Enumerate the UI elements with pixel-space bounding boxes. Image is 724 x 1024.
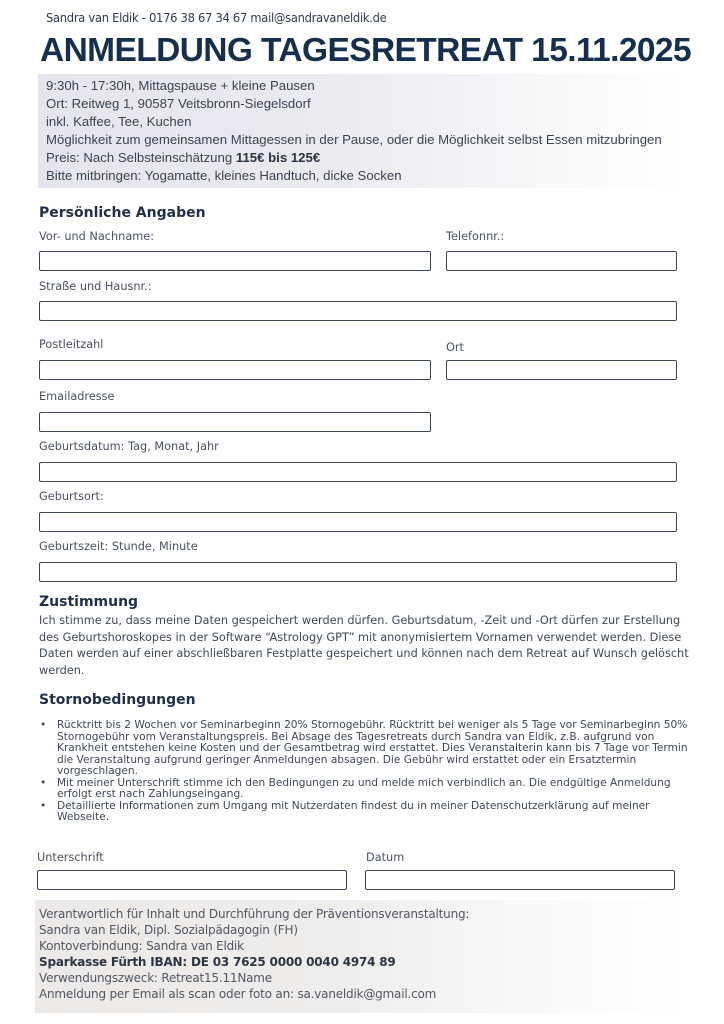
price-value: 115€ bis 125€ bbox=[235, 150, 321, 165]
cancellation-item bbox=[40, 801, 700, 824]
email-field[interactable] bbox=[39, 412, 431, 432]
phone-field[interactable] bbox=[446, 251, 677, 271]
street-label: Straße und Hausnr.: bbox=[39, 280, 152, 293]
footer-account: Kontoverbindung: Sandra van Eldik bbox=[39, 939, 244, 953]
street-field[interactable] bbox=[39, 301, 677, 321]
birthdate-field[interactable] bbox=[39, 462, 677, 482]
footer-submit: Anmeldung per Email als scan oder foto an: sa.vaneldik@gmail.com bbox=[39, 987, 437, 1001]
city-label: Ort bbox=[446, 341, 464, 354]
cancellation-item bbox=[40, 720, 700, 778]
page-title: ANMELDUNG TAGESRETREAT 15.11.2025 bbox=[40, 32, 691, 69]
cancellation-item-text: Mit meiner Unterschrift stimme ich den Bedingungen zu und melde mich verbindlich an. Die endgültige Anmeldung erfolgt erst nach Zahlungseingang. bbox=[57, 776, 671, 800]
info-included: inkl. Kaffee, Tee, Kuchen bbox=[46, 114, 192, 129]
contact-line: Sandra van Eldik - 0176 38 67 34 67 mail@sandravaneldik.de bbox=[46, 10, 387, 25]
footer-reference: Verwendungszweck: Retreat15.11Name bbox=[39, 971, 272, 985]
bullet-icon: • bbox=[40, 719, 47, 731]
phone-label: Telefonnr.: bbox=[446, 230, 505, 243]
cancellation-item bbox=[40, 778, 700, 801]
footer-box bbox=[35, 900, 680, 1013]
zip-label: Postleitzahl bbox=[39, 338, 104, 351]
info-bring: Bitte mitbringen: Yogamatte, kleines Handtuch, dicke Socken bbox=[46, 168, 402, 183]
email-label: Emailadresse bbox=[39, 390, 115, 403]
birthplace-field[interactable] bbox=[39, 512, 677, 532]
info-location: Ort: Reitweg 1, 90587 Veitsbronn-Siegelsdorf bbox=[46, 96, 311, 111]
info-price bbox=[46, 149, 680, 167]
cancellation-heading: Stornobedingungen bbox=[39, 692, 196, 708]
cancellation-list bbox=[40, 720, 700, 824]
birthtime-field[interactable] bbox=[39, 562, 677, 582]
bullet-icon: • bbox=[40, 776, 47, 789]
birthtime-label: Geburtszeit: Stunde, Minute bbox=[39, 540, 198, 553]
price-label: Preis: Nach Selbsteinschätzung bbox=[46, 150, 236, 165]
name-label: Vor- und Nachname: bbox=[39, 230, 155, 243]
zip-field[interactable] bbox=[39, 360, 431, 380]
date-field[interactable] bbox=[365, 870, 675, 890]
birthdate-label: Geburtsdatum: Tag, Monat, Jahr bbox=[39, 440, 219, 453]
bullet-icon: • bbox=[40, 799, 47, 812]
consent-heading: Zustimmung bbox=[39, 594, 139, 610]
personal-heading: Persönliche Angaben bbox=[39, 205, 206, 221]
cancellation-item-text: Detaillierte Informationen zum Umgang mit Nutzerdaten findest du in meiner Datenschutzerklärung auf meiner Webseite. bbox=[57, 799, 650, 823]
footer-bank: Sparkasse Fürth IBAN: DE 03 7625 0000 0040 4974 89 bbox=[39, 955, 396, 969]
event-info-box bbox=[38, 74, 680, 188]
birthplace-label: Geburtsort: bbox=[39, 490, 104, 503]
signature-field[interactable] bbox=[37, 870, 347, 890]
consent-text: Ich stimme zu, dass meine Daten gespeichert werden dürfen. Geburtsdatum, -Zeit und -Ort dürfen zur Erstellung des Geburtshoroskopes in der Software “Astrology GPT” mit anonymisiertem Vornamen verwendet werden. Diese Daten werden auf einer abschließbaren Festplatte gespeichert und können nach dem Retreat auf Wunsch gelöscht werden. bbox=[39, 614, 689, 677]
info-lunch: Möglichkeit zum gemeinsamen Mittagessen in der Pause, oder die Möglichkeit selbst Essen mitzubringen bbox=[46, 132, 662, 147]
cancellation-item-text: Rücktritt bis 2 Wochen vor Seminarbeginn 20% Stornogebühr. Rücktritt bei weniger als 5 Tage vor Seminarbeginn 50% Stornogebühr vom Veranstaltungspreis. Bei Absage des Tagesretreats durch Sandra van Eldik, z.B. aufgrund von Krankheit entstehen keine Kosten und der Gesamtbetrag wird erstattet. Dies Veranstalterin kann bis 7 Tage vor Termin die Veranstaltung aufgrund geringer Anmeldungen absagen. Die Gebühr wird erstattet oder ein Ersatztermin vorgeschlagen. bbox=[57, 719, 688, 777]
footer-person: Sandra van Eldik, Dipl. Sozialpädagogin (FH) bbox=[39, 923, 298, 937]
info-time: 9:30h - 17:30h, Mittagspause + kleine Pausen bbox=[46, 78, 315, 93]
name-field[interactable] bbox=[39, 251, 431, 271]
city-field[interactable] bbox=[446, 360, 677, 380]
footer-responsible: Verantwortlich für Inhalt und Durchführung der Präventionsveranstaltung: bbox=[39, 907, 470, 921]
date-label: Datum bbox=[366, 851, 405, 864]
signature-label: Unterschrift bbox=[37, 851, 104, 864]
